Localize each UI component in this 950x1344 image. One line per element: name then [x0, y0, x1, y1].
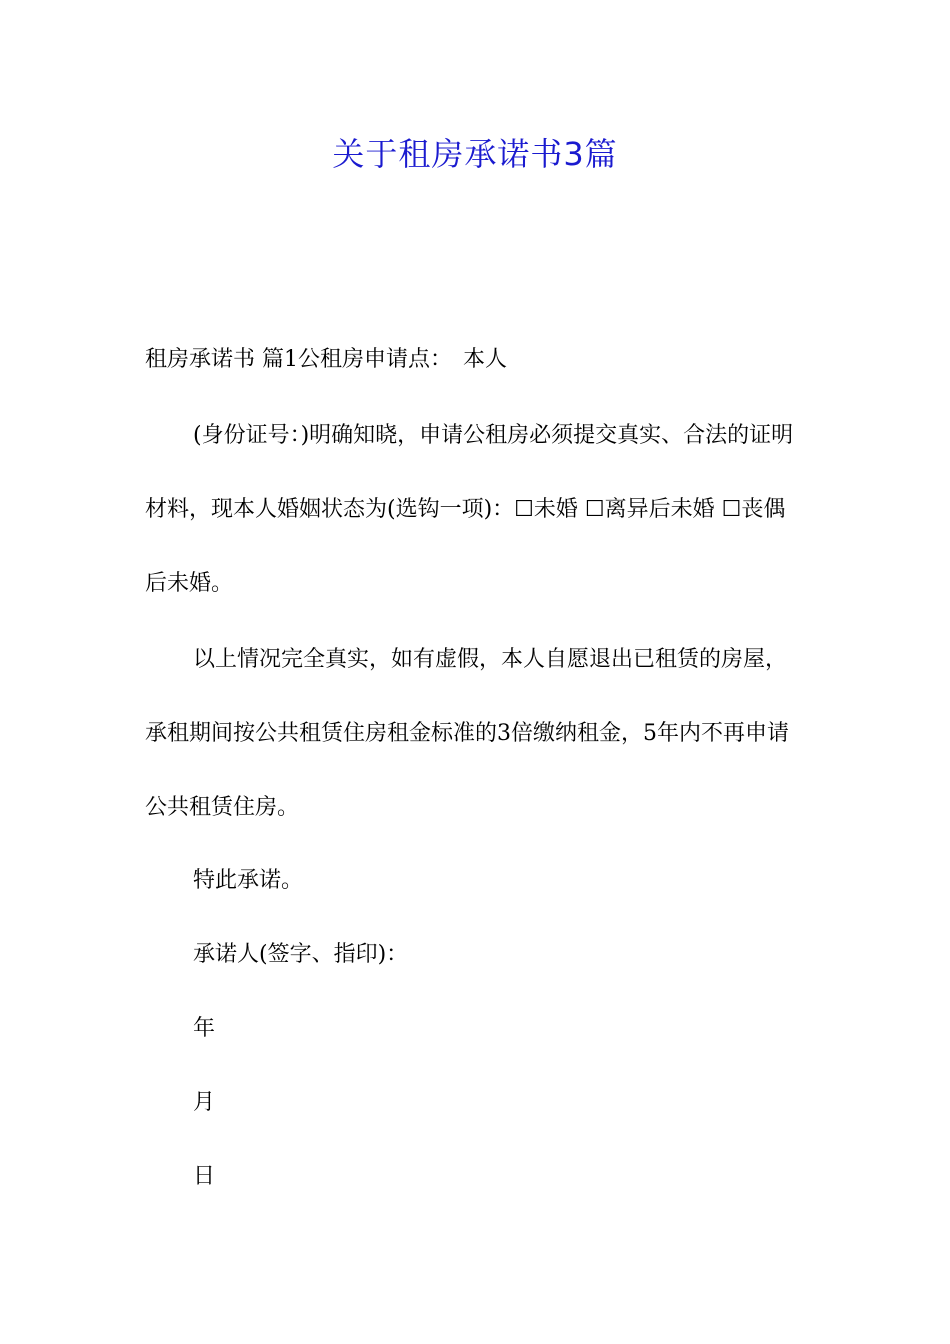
document-title: 关于租房承诺书3篇 [332, 135, 618, 173]
signer-label: 承诺人(签字、指印)： [193, 942, 409, 967]
paragraph-marital-status: (身份证号：)明确知晓，申请公租房必须提交真实、合法的证明材料，现本人婚姻状态为(选钩一项)：☐未婚 ☐离异后未婚 ☐丧偶后未婚。 [145, 423, 794, 596]
year-label: 年 [193, 1016, 216, 1041]
paragraph-penalty-terms: 以上情况完全真实，如有虚假，本人自愿退出已租赁的房屋，承租期间按公共租赁住房租金标准的3倍缴纳租金，5年内不再申请公共租赁住房。 [145, 647, 789, 820]
day-label: 日 [193, 1164, 216, 1189]
commitment-statement: 特此承诺。 [193, 868, 304, 893]
paragraph-application: 租房承诺书 篇1公租房申请点： 本人 [145, 347, 507, 372]
month-label: 月 [193, 1090, 216, 1115]
